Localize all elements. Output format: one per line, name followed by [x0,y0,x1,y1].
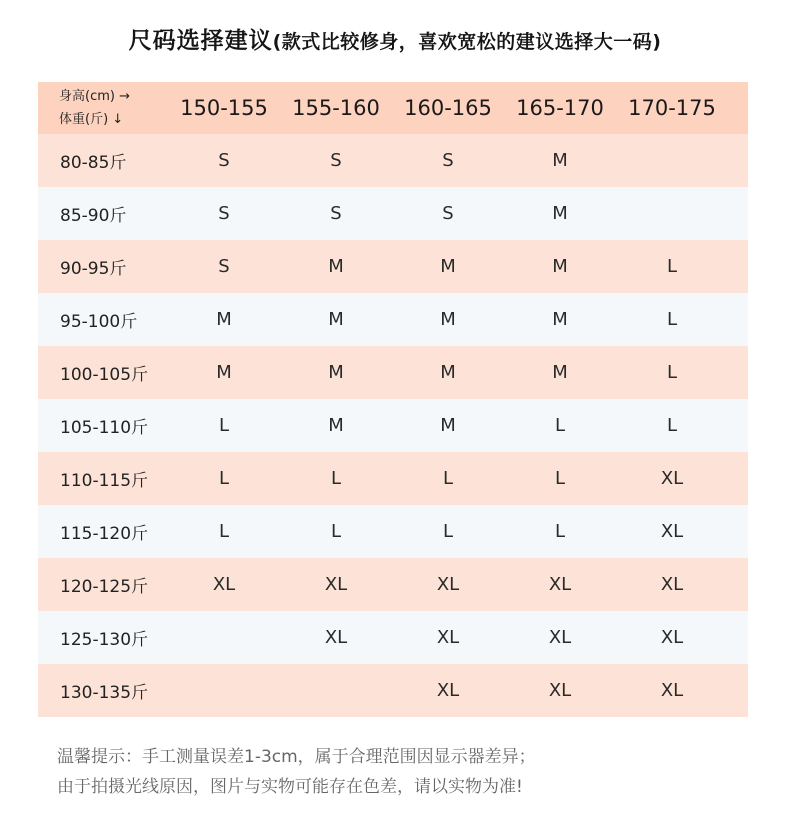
size-cell: M [328,362,344,383]
table-row [38,187,748,240]
size-cell: XL [324,627,348,648]
weight-cell: 80-85斤 [60,153,127,173]
weight-cell: 110-115斤 [60,471,149,491]
size-cell: L [554,521,566,542]
size-cell: M [552,256,568,277]
weight-cell: 85-90斤 [60,206,127,226]
height-column-header: 150-155 [180,96,268,120]
size-cell: XL [324,574,348,595]
size-cell: L [554,415,566,436]
size-cell: S [330,203,342,224]
size-cell: XL [548,574,572,595]
size-cell: M [440,256,456,277]
size-cell: L [666,309,678,330]
size-cell: M [440,362,456,383]
size-cell: S [442,150,454,171]
size-cell: L [330,521,342,542]
page-title [0,22,790,55]
header-axis-labels [38,85,168,131]
size-cell: XL [436,627,460,648]
table-header-row [38,82,748,134]
height-axis-label: 身高(cm) → [59,89,130,104]
size-cell: XL [436,574,460,595]
title-main: 尺码选择建议 [128,28,273,54]
size-cell: L [442,468,454,489]
table-row [38,134,748,187]
size-cell: M [328,309,344,330]
size-cell: S [218,256,230,277]
size-cell: M [552,309,568,330]
height-column-header: 170-175 [628,96,716,120]
table-row [38,611,748,664]
size-cell: M [328,256,344,277]
height-column-header: 160-165 [404,96,492,120]
table-row [38,399,748,452]
height-column-header: 165-170 [516,96,604,120]
weight-axis-label: 体重(斤) ↓ [59,112,124,127]
weight-cell: 115-120斤 [60,524,149,544]
size-cell: M [440,309,456,330]
size-cell: XL [212,574,236,595]
table-row [38,664,748,717]
tips-line: 由于拍摄光线原因，图片与实物可能存在色差，请以实物为准! [57,777,523,797]
size-cell: S [218,203,230,224]
size-cell: M [440,415,456,436]
size-cell: M [552,362,568,383]
size-cell: M [216,309,232,330]
table-row [38,293,748,346]
size-cell: L [218,468,230,489]
size-cell: M [552,150,568,171]
weight-cell: 95-100斤 [60,312,138,332]
table-row [38,240,748,293]
size-cell: L [666,362,678,383]
weight-cell: 120-125斤 [60,577,149,597]
size-cell: S [330,150,342,171]
size-cell: XL [660,468,684,489]
size-cell: XL [548,680,572,701]
title-subtitle: (款式比较修身，喜欢宽松的建议选择大一码) [272,31,662,53]
height-column-header: 155-160 [292,96,380,120]
size-cell: M [216,362,232,383]
size-cell: L [554,468,566,489]
size-cell: L [666,415,678,436]
table-row [38,452,748,505]
weight-cell: 130-135斤 [60,683,149,703]
size-cell: XL [548,627,572,648]
weight-cell: 105-110斤 [60,418,149,438]
size-cell: XL [660,574,684,595]
size-cell: L [218,521,230,542]
weight-cell: 90-95斤 [60,259,127,279]
table-row [38,346,748,399]
weight-cell: 100-105斤 [60,365,149,385]
size-cell: L [218,415,230,436]
tips-note [57,742,536,802]
size-table [38,82,748,717]
table-row [38,558,748,611]
size-cell: M [552,203,568,224]
tips-line: 温馨提示：手工测量误差1-3cm，属于合理范围因显示器差异； [57,747,536,767]
size-cell: S [218,150,230,171]
size-cell: S [442,203,454,224]
size-cell: L [666,256,678,277]
size-cell: L [442,521,454,542]
size-cell: XL [436,680,460,701]
size-cell: M [328,415,344,436]
table-row [38,505,748,558]
size-cell: XL [660,521,684,542]
size-cell: XL [660,680,684,701]
weight-cell: 125-130斤 [60,630,149,650]
size-cell: L [330,468,342,489]
size-cell: XL [660,627,684,648]
